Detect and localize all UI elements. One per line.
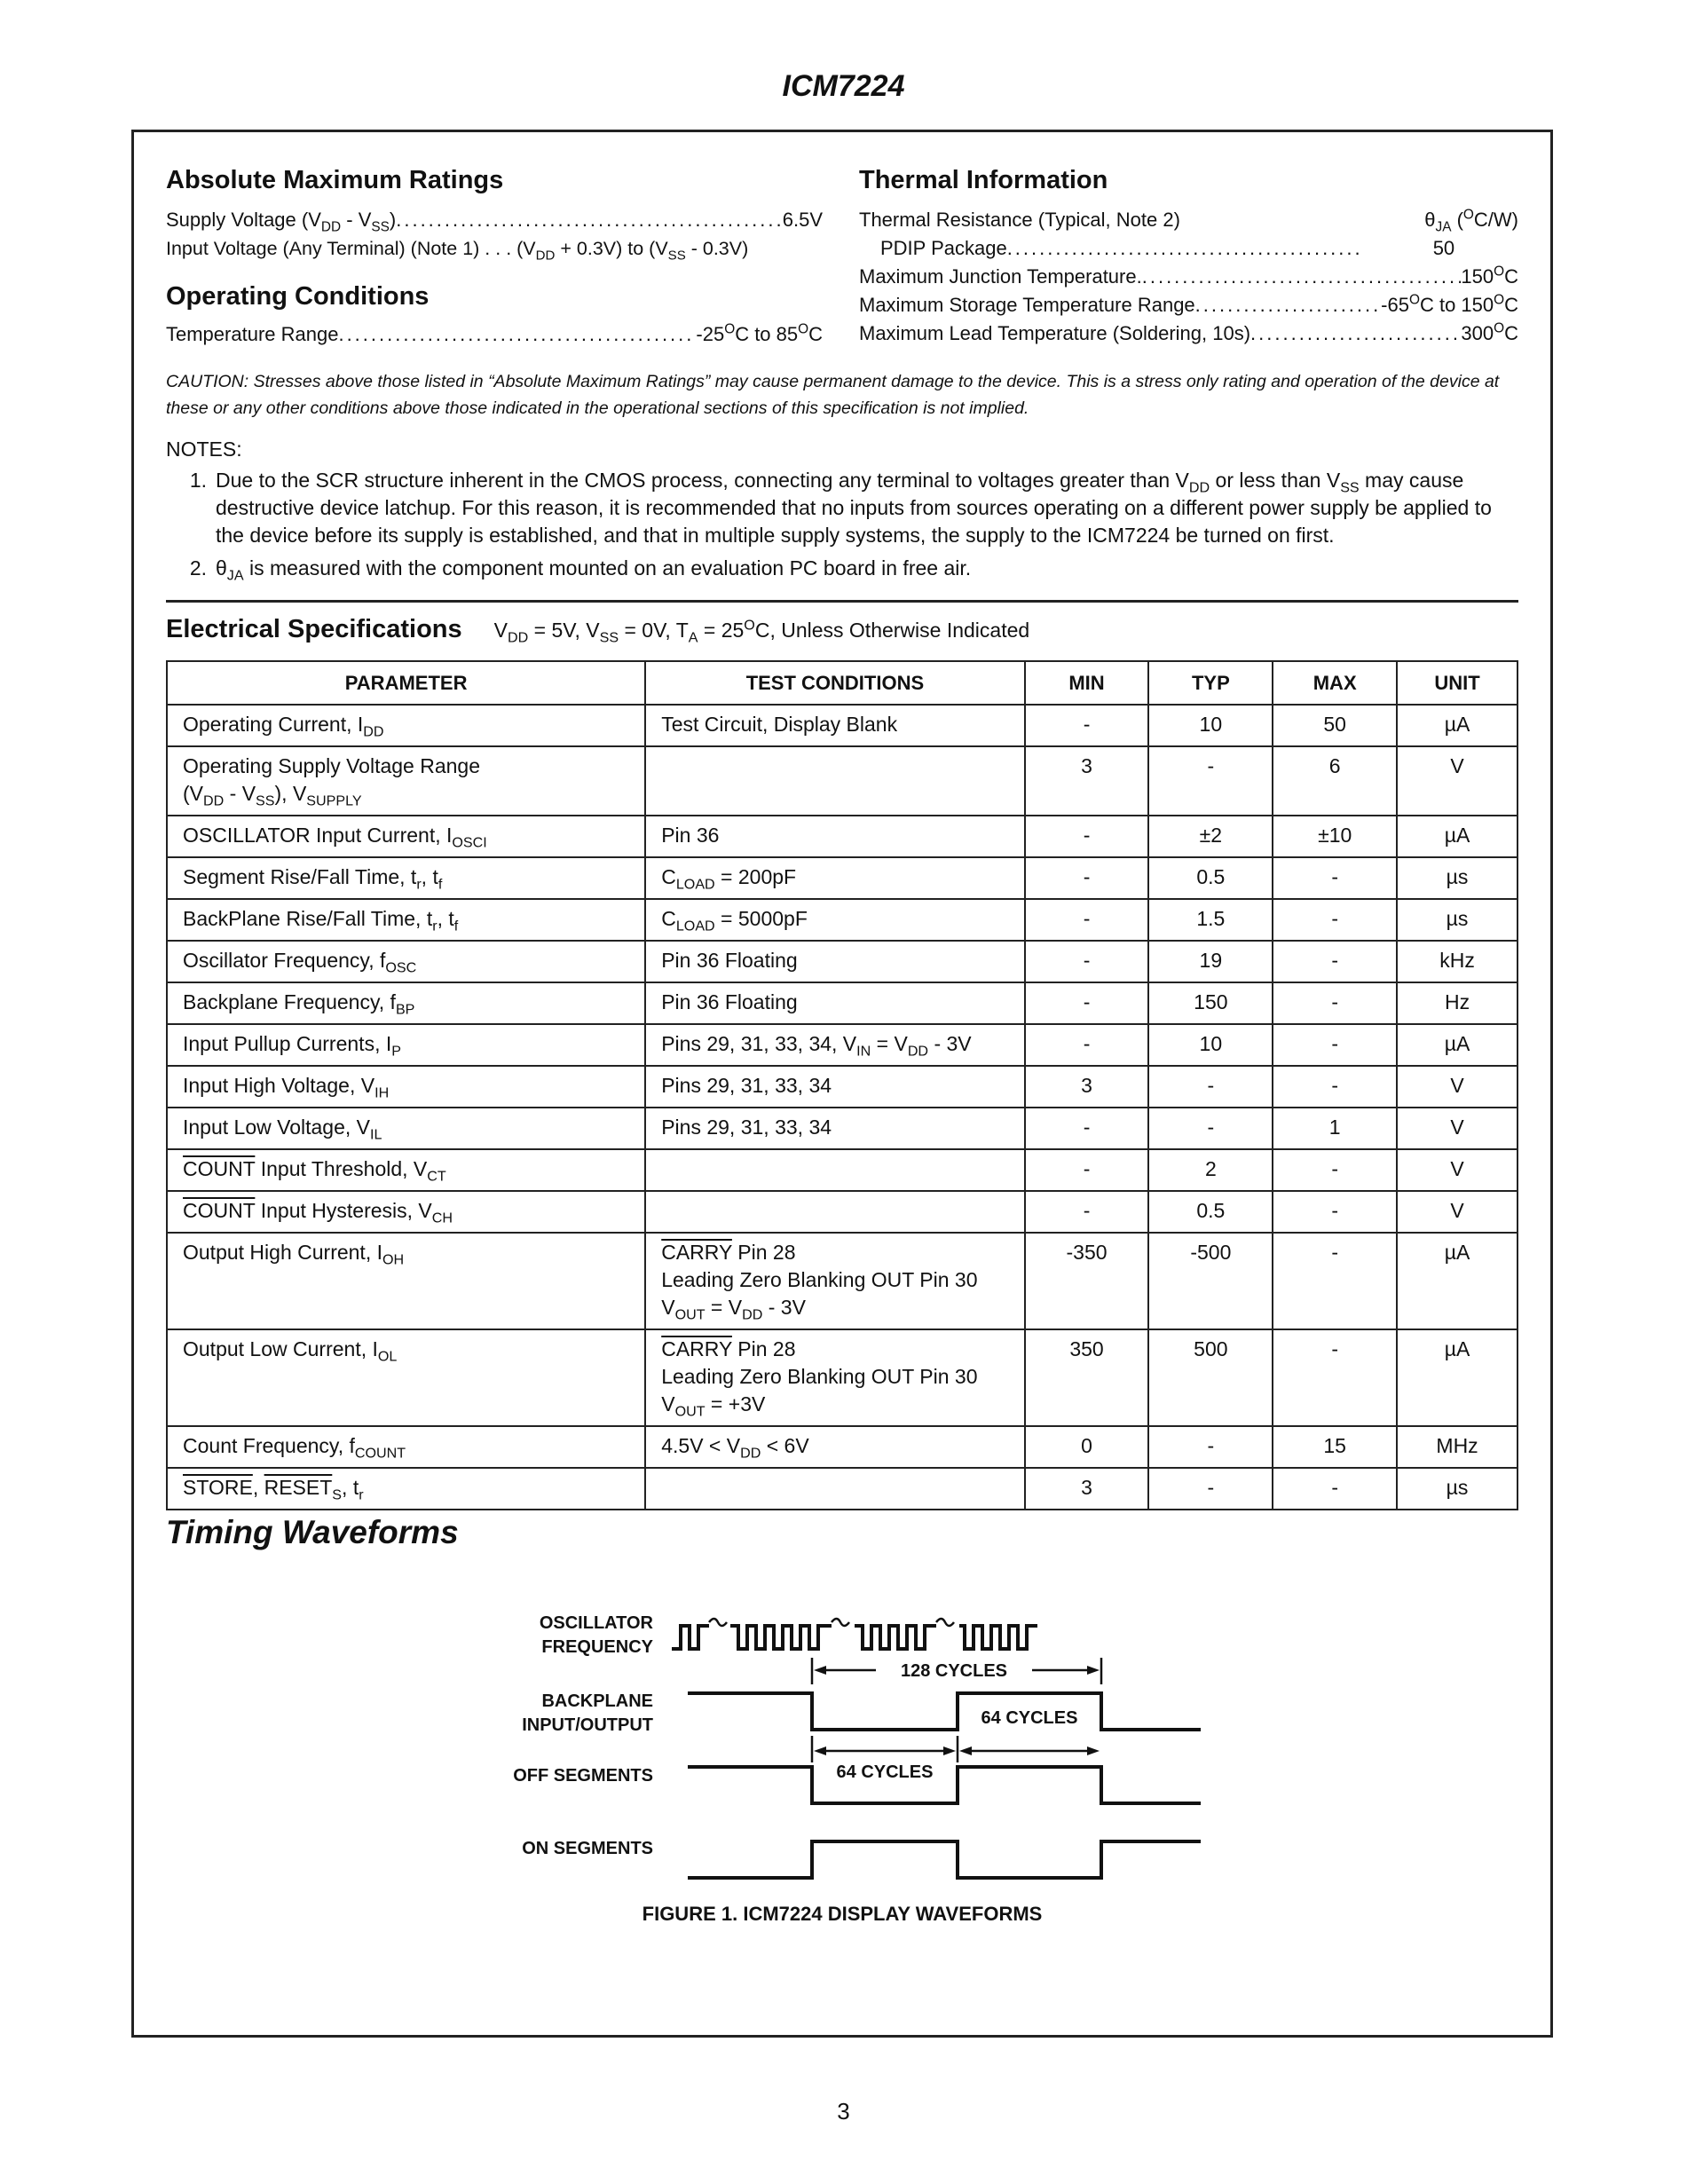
- unit-cell: V: [1397, 1149, 1518, 1191]
- unit-cell: µA: [1397, 1329, 1518, 1426]
- max-cell: 50: [1273, 705, 1397, 746]
- min-cell: 0: [1025, 1426, 1149, 1468]
- test-conditions-cell: [645, 1468, 1024, 1510]
- min-cell: 350: [1025, 1329, 1149, 1426]
- test-conditions-cell: [645, 1149, 1024, 1191]
- table-row: [167, 1024, 1518, 1066]
- test-conditions-cell: $C_{LOAD} = 5000pF$: [645, 899, 1024, 941]
- parameter-cell: Output High Current, $I_{OH}$: [167, 1233, 645, 1329]
- parameter-cell: Oscillator Frequency, $f_{OSC}$: [167, 941, 645, 982]
- unit-cell: µA: [1397, 1233, 1518, 1329]
- off-segments-label: OFF SEGMENTS: [513, 1766, 653, 1786]
- note-2: 2. $\theta_{JA}$ is measured with the component mounted on an evaluation PC board in free air.: [189, 556, 972, 584]
- overline-text: RESET: [264, 1476, 333, 1499]
- unit-cell: kHz: [1397, 941, 1518, 982]
- typ-cell: -: [1148, 1066, 1273, 1108]
- min-cell: -: [1025, 1024, 1149, 1066]
- unit-cell: Hz: [1397, 982, 1518, 1024]
- max-cell: -: [1273, 982, 1397, 1024]
- unit-cell: µA: [1397, 816, 1518, 857]
- min-cell: -350: [1025, 1233, 1149, 1329]
- test-conditions-cell: [645, 746, 1024, 816]
- typ-cell: 19: [1148, 941, 1273, 982]
- oscillator-waveform-seg2: [730, 1626, 832, 1649]
- unit-cell: µs: [1397, 899, 1518, 941]
- header-test-conditions: TEST CONDITIONS: [645, 661, 1024, 705]
- unit-cell: V: [1397, 1191, 1518, 1233]
- max-cell: -: [1273, 857, 1397, 899]
- table-row: [167, 1108, 1518, 1149]
- max-cell: ±10: [1273, 816, 1397, 857]
- test-conditions-cell: Pins 29, 31, 33, 34, $V_{IN} = V_{DD} - 3V$: [645, 1024, 1024, 1066]
- pdip-line: PDIP Package ..... 50: [859, 234, 1518, 263]
- typ-cell: 10: [1148, 1024, 1273, 1066]
- typ-cell: -: [1148, 1426, 1273, 1468]
- overline-text: COUNT: [183, 1157, 256, 1180]
- min-cell: -: [1025, 1108, 1149, 1149]
- test-conditions-cell: Pin 36 Floating: [645, 941, 1024, 982]
- typ-cell: -: [1148, 1468, 1273, 1510]
- header-parameter: PARAMETER: [167, 661, 645, 705]
- typ-cell: 500: [1148, 1329, 1273, 1426]
- timing-waveforms-title: Timing Waveforms: [166, 1514, 459, 1550]
- caution-text: CAUTION: Stresses above those listed in “Absolute Maximum Ratings” may cause permanent damage to the device. This is a stress only rating and operation of the device at these or any other conditions above those indicated in the operational sections of this specification is not implied.: [166, 372, 1500, 418]
- table-row: [167, 982, 1518, 1024]
- leader-dots: [396, 206, 783, 234]
- on-segments-label: ON SEGMENTS: [522, 1839, 653, 1858]
- unit-cell: µs: [1397, 857, 1518, 899]
- parameter-cell: BackPlane Rise/Fall Time, $t_r$, $t_f$: [167, 899, 645, 941]
- supply-voltage-line: Supply Voltage $(V_{DD} - V_{SS})$ ..... 6.5V: [166, 206, 823, 234]
- test-conditions-cell: [645, 1191, 1024, 1233]
- osc-frequency-label: OSCILLATOR FREQUENCY: [539, 1613, 653, 1657]
- overline-text: COUNT: [183, 1199, 256, 1222]
- test-conditions-cell: Pin 36 Floating: [645, 982, 1024, 1024]
- figure-caption: FIGURE 1. ICM7224 DISPLAY WAVEFORMS: [642, 1903, 1043, 1925]
- min-cell: -: [1025, 941, 1149, 982]
- max-cell: -: [1273, 1024, 1397, 1066]
- typ-cell: -: [1148, 746, 1273, 816]
- max-cell: 1: [1273, 1108, 1397, 1149]
- test-conditions-cell: CARRY Pin 28 Leading Zero Blanking OUT Pin 30 $V_{OUT} = +3V$: [645, 1329, 1024, 1426]
- min-cell: -: [1025, 857, 1149, 899]
- table-row: [167, 1329, 1518, 1426]
- arrowhead: [814, 1746, 826, 1755]
- overline-text: CARRY: [661, 1337, 732, 1360]
- typ-cell: 2: [1148, 1149, 1273, 1191]
- arrowhead: [1087, 1666, 1100, 1675]
- junction-line: Maximum Junction Temperature. ..... $150^OC$: [859, 263, 1518, 291]
- min-cell: -: [1025, 816, 1149, 857]
- off-segments-waveform: [688, 1767, 1201, 1803]
- typ-cell: 1.5: [1148, 899, 1273, 941]
- op-cond-title: Operating Conditions: [166, 282, 430, 311]
- parameter-cell: COUNT Input Hysteresis, $V_{CH}$: [167, 1191, 645, 1233]
- min-cell: -: [1025, 1149, 1149, 1191]
- table-row: [167, 705, 1518, 746]
- lead-line: Maximum Lead Temperature (Soldering, 10s) ..... $300^OC$: [859, 319, 1518, 348]
- cycles-64-label-b: 64 CYCLES: [836, 1762, 934, 1782]
- header-typ: TYP: [1148, 661, 1273, 705]
- break-mark-1: [709, 1619, 727, 1626]
- leader-dots: [1195, 291, 1382, 319]
- parameter-cell: Segment Rise/Fall Time, $t_r$, $t_f$: [167, 857, 645, 899]
- electrical-spec-table: [166, 660, 1518, 1510]
- table-row: [167, 1468, 1518, 1510]
- typ-cell: -500: [1148, 1233, 1273, 1329]
- leader-dots: [1142, 263, 1462, 291]
- content-inner: [166, 164, 1518, 1942]
- break-mark-3: [936, 1619, 954, 1626]
- parameter-cell: Input Low Voltage, $V_{IL}$: [167, 1108, 645, 1149]
- arrowhead: [943, 1746, 956, 1755]
- timing-waveform-figure: [166, 1551, 1518, 1942]
- test-conditions-cell: $4.5V < V_{DD} < 6V$: [645, 1426, 1024, 1468]
- page-title: ICM7224: [782, 69, 905, 103]
- typ-cell: 10: [1148, 705, 1273, 746]
- unit-cell: µA: [1397, 1024, 1518, 1066]
- max-cell: -: [1273, 1329, 1397, 1426]
- parameter-cell: COUNT Input Threshold, $V_{CT}$: [167, 1149, 645, 1191]
- table-row: [167, 816, 1518, 857]
- oscillator-waveform: [672, 1626, 709, 1649]
- table-row: [167, 941, 1518, 982]
- parameter-cell: Count Frequency, $f_{COUNT}$: [167, 1426, 645, 1468]
- cycles-128-label: 128 CYCLES: [900, 1661, 1008, 1681]
- min-cell: -: [1025, 899, 1149, 941]
- page-number: 3: [837, 2098, 850, 2125]
- thermal-title: Thermal Information: [859, 166, 1108, 194]
- parameter-cell: Output Low Current, $I_{OL}$: [167, 1329, 645, 1426]
- abs-max-title: Absolute Maximum Ratings: [166, 166, 504, 194]
- oscillator-waveform-seg4: [959, 1626, 1037, 1649]
- header-unit: UNIT: [1397, 661, 1518, 705]
- unit-cell: V: [1397, 1066, 1518, 1108]
- unit-cell: MHz: [1397, 1426, 1518, 1468]
- test-conditions-cell: CARRY Pin 28 Leading Zero Blanking OUT Pin 30 $V_{OUT} = V_{DD} - 3V$: [645, 1233, 1024, 1329]
- parameter-cell: OSCILLATOR Input Current, $I_{OSCI}$: [167, 816, 645, 857]
- max-cell: -: [1273, 1149, 1397, 1191]
- test-conditions-cell: Test Circuit, Display Blank: [645, 705, 1024, 746]
- backplane-label: BACKPLANE INPUT/OUTPUT: [522, 1691, 653, 1735]
- max-cell: 6: [1273, 746, 1397, 816]
- test-conditions-cell: Pins 29, 31, 33, 34: [645, 1108, 1024, 1149]
- unit-cell: µA: [1397, 705, 1518, 746]
- notes-heading: NOTES:: [166, 438, 242, 461]
- elec-spec-conditions: $V_{DD} = 5V$, $V_{SS} = 0V$, $T_A = 25^OC$, Unless Otherwise Indicated: [493, 617, 1030, 646]
- leader-dots: [1250, 319, 1461, 348]
- table-row: [167, 857, 1518, 899]
- storage-line: Maximum Storage Temperature Range ..... $-65^OC$ to $150^OC$: [859, 291, 1518, 319]
- arrowhead: [1087, 1746, 1100, 1755]
- max-cell: -: [1273, 1066, 1397, 1108]
- ratings-left-column: [166, 164, 823, 349]
- thermal-resistance-line: Thermal Resistance (Typical, Note 2) $\theta_{JA}$ ($^O$C/W): [859, 207, 1518, 235]
- content-frame: [131, 130, 1553, 2038]
- parameter-cell: Backplane Frequency, $f_{BP}$: [167, 982, 645, 1024]
- parameter-cell: Operating Supply Voltage Range $(V_{DD} - V_{SS})$, $V_{SUPPLY}$: [167, 746, 645, 816]
- table-row: [167, 1191, 1518, 1233]
- max-cell: 15: [1273, 1426, 1397, 1468]
- temp-range-line: Temperature Range ..... $-25^OC$ to $85^OC$: [166, 320, 823, 349]
- parameter-cell: Operating Current, $I_{DD}$: [167, 705, 645, 746]
- table-row: [167, 1233, 1518, 1329]
- min-cell: -: [1025, 705, 1149, 746]
- max-cell: -: [1273, 1191, 1397, 1233]
- max-cell: -: [1273, 941, 1397, 982]
- parameter-cell: Input Pullup Currents, $I_P$: [167, 1024, 645, 1066]
- parameter-cell: STORE, $RESET_S$, $t_r$: [167, 1468, 645, 1510]
- typ-cell: ±2: [1148, 816, 1273, 857]
- header-min: MIN: [1025, 661, 1149, 705]
- typ-cell: -: [1148, 1108, 1273, 1149]
- cycles-64-label-a: 64 CYCLES: [981, 1708, 1078, 1728]
- ratings-section: [166, 164, 1518, 368]
- min-cell: -: [1025, 982, 1149, 1024]
- section-divider: [166, 600, 1518, 603]
- oscillator-waveform-seg3: [855, 1626, 936, 1649]
- arrowhead: [814, 1666, 826, 1675]
- typ-cell: 0.5: [1148, 857, 1273, 899]
- leader-dots: [338, 320, 696, 349]
- note-1: 1. Due to the SCR structure inherent in the CMOS process, connecting any terminal to voltages greater than $V_{DD}$ or less than $V_{SS}$ may cause destructive device latchup. For this reason, it is recommended that no inputs from sources operating on a different power supply be applied to the device before its supply is established, and that in multiple supply systems, the supply to the ICM7224 be turned on first.: [189, 469, 1492, 547]
- min-cell: 3: [1025, 1468, 1149, 1510]
- test-conditions-cell: Pin 36: [645, 816, 1024, 857]
- table-row: [167, 746, 1518, 816]
- ratings-right-column: [859, 164, 1518, 348]
- input-voltage-line: Input Voltage (Any Terminal) (Note 1) . . . $(V_{DD} + 0.3V)$ to $(V_{SS} - 0.3V)$: [166, 238, 749, 264]
- typ-cell: 0.5: [1148, 1191, 1273, 1233]
- leader-dots: [1007, 234, 1362, 263]
- min-cell: -: [1025, 1191, 1149, 1233]
- elec-spec-title: Electrical Specifications: [166, 615, 462, 643]
- typ-cell: 150: [1148, 982, 1273, 1024]
- arrowhead: [959, 1746, 972, 1755]
- header-max: MAX: [1273, 661, 1397, 705]
- max-cell: -: [1273, 1468, 1397, 1510]
- overline-text: STORE: [183, 1476, 253, 1499]
- waveform-diagram: [166, 1551, 1518, 1897]
- table-row: [167, 1066, 1518, 1108]
- unit-cell: µs: [1397, 1468, 1518, 1510]
- break-mark-2: [832, 1619, 849, 1626]
- min-cell: 3: [1025, 1066, 1149, 1108]
- elec-spec-header: [166, 615, 1518, 644]
- unit-cell: V: [1397, 746, 1518, 816]
- on-segments-waveform: [688, 1841, 1201, 1878]
- backplane-waveform: [688, 1693, 1201, 1730]
- overline-text: CARRY: [661, 1241, 732, 1264]
- test-conditions-cell: Pins 29, 31, 33, 34: [645, 1066, 1024, 1108]
- max-cell: -: [1273, 1233, 1397, 1329]
- parameter-cell: Input High Voltage, $V_{IH}$: [167, 1066, 645, 1108]
- min-cell: 3: [1025, 746, 1149, 816]
- table-row: [167, 899, 1518, 941]
- max-cell: -: [1273, 899, 1397, 941]
- table-header-row: [167, 661, 1518, 705]
- test-conditions-cell: $C_{LOAD} = 200pF$: [645, 857, 1024, 899]
- table-row: [167, 1149, 1518, 1191]
- table-row: [167, 1426, 1518, 1468]
- unit-cell: V: [1397, 1108, 1518, 1149]
